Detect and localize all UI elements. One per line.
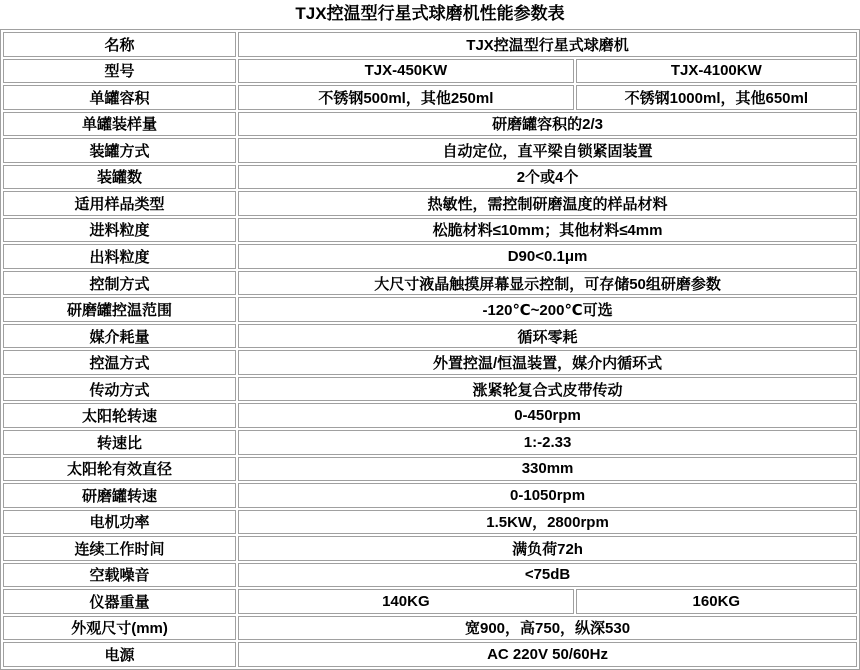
page-title: TJX控温型行星式球磨机性能参数表 xyxy=(295,4,565,23)
row-label: 外观尺寸(mm) xyxy=(3,616,236,641)
table-row xyxy=(3,350,857,375)
row-value: 热敏性，需控制研磨温度的样品材料 xyxy=(238,191,857,216)
row-value: TJX控温型行星式球磨机 xyxy=(238,32,857,57)
row-value: 自动定位，直平梁自锁紧固装置 xyxy=(238,138,857,163)
table-row xyxy=(3,85,857,110)
row-value: 0-1050rpm xyxy=(238,483,857,508)
table-row xyxy=(3,483,857,508)
table-row xyxy=(3,430,857,455)
row-value: TJX-450KW xyxy=(238,59,574,84)
row-value: 不锈钢1000ml，其他650ml xyxy=(576,85,857,110)
row-value: AC 220V 50/60Hz xyxy=(238,642,857,667)
table-row xyxy=(3,589,857,614)
table-row xyxy=(3,536,857,561)
row-value: 研磨罐容积的2/3 xyxy=(238,112,857,137)
spec-table xyxy=(0,29,860,670)
table-row xyxy=(3,324,857,349)
row-value: -120℃~200℃可选 xyxy=(238,297,857,322)
row-value: 140KG xyxy=(238,589,574,614)
row-label: 型号 xyxy=(3,59,236,84)
row-label: 名称 xyxy=(3,32,236,57)
row-value: TJX-4100KW xyxy=(576,59,857,84)
row-label: 出料粒度 xyxy=(3,244,236,269)
table-row xyxy=(3,191,857,216)
table-row xyxy=(3,165,857,190)
row-value: 0-450rpm xyxy=(238,403,857,428)
row-value: 外置控温/恒温装置，媒介内循环式 xyxy=(238,350,857,375)
row-label: 太阳轮有效直径 xyxy=(3,457,236,482)
row-value: 松脆材料≤10mm；其他材料≤4mm xyxy=(238,218,857,243)
row-value: 1.5KW，2800rpm xyxy=(238,510,857,535)
row-value: 涨紧轮复合式皮带传动 xyxy=(238,377,857,402)
row-label: 装罐数 xyxy=(3,165,236,190)
table-row xyxy=(3,616,857,641)
row-label: 装罐方式 xyxy=(3,138,236,163)
table-row xyxy=(3,510,857,535)
spec-table-body xyxy=(3,32,857,667)
row-label: 研磨罐控温范围 xyxy=(3,297,236,322)
row-label: 研磨罐转速 xyxy=(3,483,236,508)
row-label: 太阳轮转速 xyxy=(3,403,236,428)
row-label: 传动方式 xyxy=(3,377,236,402)
row-label: 电源 xyxy=(3,642,236,667)
row-value: 2个或4个 xyxy=(238,165,857,190)
row-label: 空载噪音 xyxy=(3,563,236,588)
row-label: 仪器重量 xyxy=(3,589,236,614)
row-label: 连续工作时间 xyxy=(3,536,236,561)
table-row xyxy=(3,32,857,57)
row-label: 进料粒度 xyxy=(3,218,236,243)
row-label: 单罐装样量 xyxy=(3,112,236,137)
table-row xyxy=(3,377,857,402)
row-value: 满负荷72h xyxy=(238,536,857,561)
table-row xyxy=(3,138,857,163)
row-value: <75dB xyxy=(238,563,857,588)
row-label: 电机功率 xyxy=(3,510,236,535)
row-label: 单罐容积 xyxy=(3,85,236,110)
row-label: 控制方式 xyxy=(3,271,236,296)
table-row xyxy=(3,297,857,322)
table-row xyxy=(3,271,857,296)
table-row xyxy=(3,457,857,482)
table-row xyxy=(3,112,857,137)
row-value: 330mm xyxy=(238,457,857,482)
table-row xyxy=(3,218,857,243)
row-value: D90<0.1μm xyxy=(238,244,857,269)
row-label: 控温方式 xyxy=(3,350,236,375)
row-value: 循环零耗 xyxy=(238,324,857,349)
row-value: 1:-2.33 xyxy=(238,430,857,455)
row-label: 媒介耗量 xyxy=(3,324,236,349)
row-label: 转速比 xyxy=(3,430,236,455)
table-row xyxy=(3,403,857,428)
table-row xyxy=(3,59,857,84)
row-value: 大尺寸液晶触摸屏幕显示控制，可存储50组研磨参数 xyxy=(238,271,857,296)
row-label: 适用样品类型 xyxy=(3,191,236,216)
table-row xyxy=(3,563,857,588)
row-value: 宽900，高750，纵深530 xyxy=(238,616,857,641)
table-row xyxy=(3,642,857,667)
row-value: 不锈钢500ml，其他250ml xyxy=(238,85,574,110)
row-value: 160KG xyxy=(576,589,857,614)
table-row xyxy=(3,244,857,269)
